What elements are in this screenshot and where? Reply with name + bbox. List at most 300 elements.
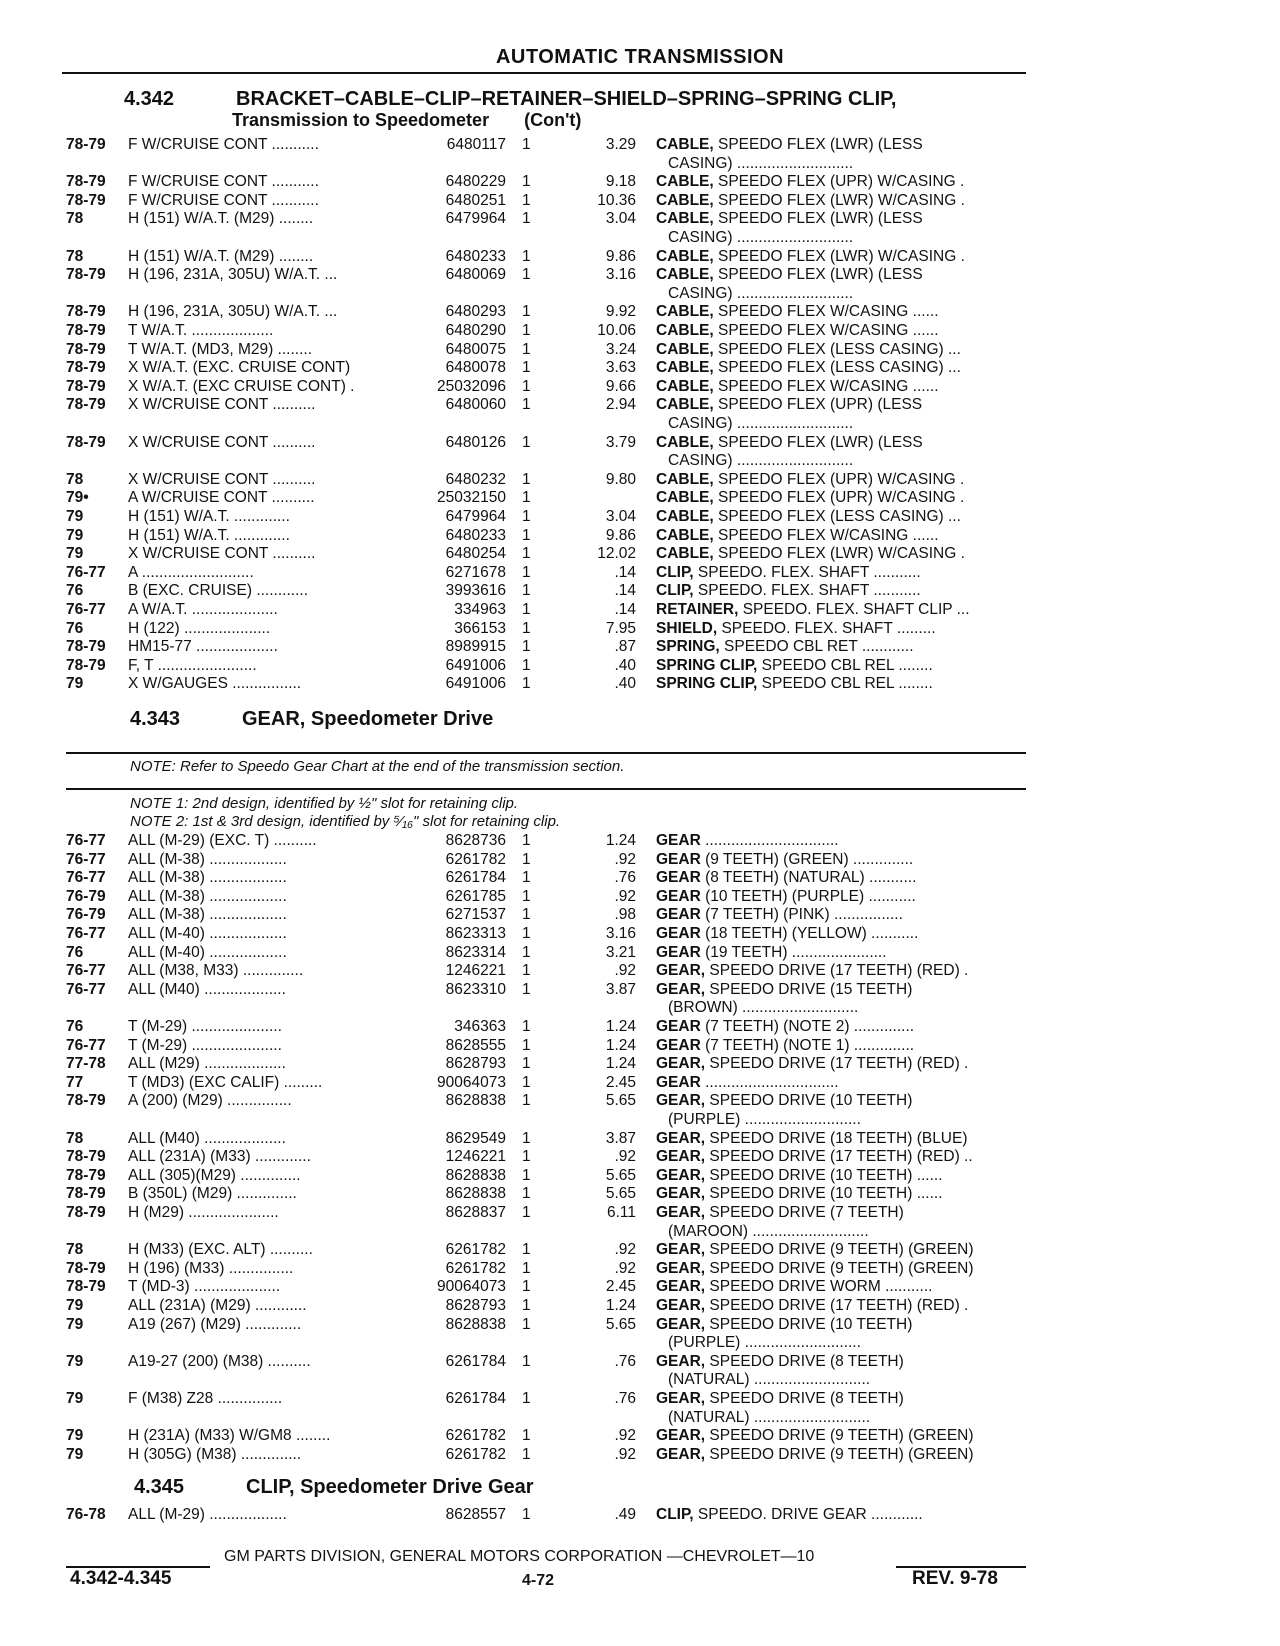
price-cell: 3.04 bbox=[605, 210, 636, 228]
quantity-cell: 1 bbox=[522, 247, 531, 265]
model-cell: H (151) W/A.T. (M29) ........ bbox=[128, 247, 314, 265]
part-row bbox=[0, 638, 1280, 657]
part-number-cell: 346363 bbox=[454, 1018, 506, 1035]
model-cell: A (200) (M29) ............... bbox=[128, 1092, 292, 1110]
quantity-cell: 1 bbox=[522, 906, 531, 924]
part-description: SPEEDO DRIVE (7 TEETH) bbox=[705, 1204, 904, 1221]
section-4343-heading bbox=[130, 708, 493, 731]
description-cell bbox=[656, 136, 1028, 155]
description-cell bbox=[656, 359, 1028, 378]
part-row bbox=[0, 173, 1280, 192]
quantity-cell: 1 bbox=[522, 1036, 531, 1054]
description-cell bbox=[656, 1167, 1028, 1186]
part-description: (PURPLE) ........................... bbox=[668, 1334, 861, 1352]
quantity-cell: 1 bbox=[522, 1185, 531, 1203]
year-cell: 78-79 bbox=[66, 433, 106, 451]
part-description: SPEEDO CBL RET ............ bbox=[719, 638, 914, 656]
year-cell: 78-79 bbox=[66, 266, 106, 284]
part-number-cell: 6261782 bbox=[445, 1427, 506, 1445]
part-number-cell: 8628838 bbox=[445, 1315, 506, 1333]
price-cell: 12.02 bbox=[597, 545, 636, 563]
model-cell: ALL (M40) ................... bbox=[128, 1129, 286, 1147]
model-cell: H (122) .................... bbox=[128, 619, 271, 637]
part-description: CASING) ........................... bbox=[668, 229, 854, 246]
quantity-cell: 1 bbox=[522, 377, 531, 395]
quantity-cell: 1 bbox=[522, 582, 531, 600]
model-cell: T (M-29) ..................... bbox=[128, 1018, 282, 1035]
part-number-cell: 6261784 bbox=[445, 1352, 506, 1370]
description-cell bbox=[656, 322, 1028, 341]
price-cell: .92 bbox=[614, 850, 636, 868]
price-cell: 10.36 bbox=[597, 191, 636, 209]
description-cell bbox=[656, 1148, 1028, 1167]
year-cell: 77-78 bbox=[66, 1055, 106, 1073]
model-cell: A W/A.T. .................... bbox=[128, 601, 278, 618]
price-cell: 3.16 bbox=[605, 925, 636, 942]
part-description: CASING) ........................... bbox=[668, 452, 854, 470]
part-row bbox=[0, 1055, 1280, 1074]
part-name: GEAR bbox=[656, 943, 701, 961]
part-description: CASING) ........................... bbox=[668, 284, 854, 302]
year-cell: 79 bbox=[66, 1315, 84, 1333]
part-description: SPEEDO DRIVE (10 TEETH) ...... bbox=[705, 1185, 943, 1203]
speedo-chart-note: NOTE: Refer to Speedo Gear Chart at the end of the transmission section. bbox=[130, 758, 625, 775]
part-name: GEAR bbox=[656, 887, 701, 905]
year-cell: 78-79 bbox=[66, 1259, 106, 1277]
part-description: (7 TEETH) (NOTE 1) .............. bbox=[700, 1036, 915, 1054]
model-cell: X W/CRUISE CONT .......... bbox=[128, 433, 316, 451]
part-row bbox=[0, 1092, 1280, 1111]
model-cell: X W/GAUGES ................ bbox=[128, 675, 302, 693]
description-cell bbox=[656, 888, 1028, 907]
part-number-cell: 6479964 bbox=[445, 508, 506, 525]
part-name: GEAR, bbox=[656, 1315, 706, 1333]
part-name: GEAR bbox=[656, 850, 701, 868]
model-cell: X W/CRUISE CONT .......... bbox=[128, 470, 316, 488]
quantity-cell: 1 bbox=[522, 1018, 531, 1035]
year-cell: 78-79 bbox=[66, 1166, 106, 1184]
part-row bbox=[0, 1506, 1280, 1525]
year-cell: 78 bbox=[66, 210, 84, 228]
quantity-cell: 1 bbox=[522, 489, 531, 507]
quantity-cell: 1 bbox=[522, 887, 531, 905]
part-description: (10 TEETH) (PURPLE) ........... bbox=[700, 887, 916, 905]
year-cell: 76-77 bbox=[66, 850, 106, 868]
description-cell bbox=[656, 832, 1028, 851]
part-name: CABLE, bbox=[656, 508, 714, 525]
part-description: SPEEDO DRIVE (8 TEETH) bbox=[705, 1390, 904, 1407]
part-row bbox=[0, 657, 1280, 676]
quantity-cell: 1 bbox=[522, 210, 531, 228]
part-row-continuation bbox=[0, 1111, 1280, 1130]
part-description: SPEEDO FLEX (LESS CASING) ... bbox=[713, 508, 961, 525]
part-row bbox=[0, 1241, 1280, 1260]
quantity-cell: 1 bbox=[522, 1445, 531, 1463]
quantity-cell: 1 bbox=[522, 340, 531, 358]
section-number: 4.345 bbox=[134, 1476, 185, 1498]
part-row-continuation bbox=[0, 1334, 1280, 1353]
description-cell bbox=[656, 1185, 1028, 1204]
description-cell bbox=[656, 303, 1028, 322]
model-cell: ALL (M40) ................... bbox=[128, 980, 286, 998]
section-title: CLIP, Speedometer Drive Gear bbox=[246, 1476, 534, 1498]
description-cell bbox=[668, 1409, 1040, 1428]
part-description: (MAROON) ........................... bbox=[668, 1222, 869, 1240]
year-cell: 79 bbox=[66, 1352, 84, 1370]
part-description: SPEEDO FLEX (UPR) (LESS bbox=[713, 396, 923, 414]
model-cell: ALL (M-38) .................. bbox=[128, 850, 287, 868]
year-cell: 79 bbox=[66, 508, 84, 525]
part-row bbox=[0, 434, 1280, 453]
description-cell bbox=[656, 564, 1028, 583]
model-cell: A W/CRUISE CONT .......... bbox=[128, 489, 315, 507]
part-name: GEAR, bbox=[656, 1148, 706, 1166]
part-name: GEAR, bbox=[656, 962, 706, 980]
price-cell: 1.24 bbox=[605, 1036, 636, 1054]
part-row bbox=[0, 1427, 1280, 1446]
quantity-cell: 1 bbox=[522, 832, 531, 849]
quantity-cell: 1 bbox=[522, 1148, 531, 1166]
part-row-continuation bbox=[0, 1223, 1280, 1242]
part-description: SPEEDO FLEX (LWR) W/CASING . bbox=[713, 247, 965, 265]
part-name: GEAR bbox=[656, 832, 701, 849]
description-cell bbox=[656, 434, 1028, 453]
description-cell bbox=[656, 396, 1028, 415]
year-cell: 76 bbox=[66, 619, 84, 637]
part-name: SPRING CLIP, bbox=[656, 675, 758, 693]
part-number-cell: 6480251 bbox=[445, 191, 506, 209]
price-cell: .14 bbox=[614, 563, 636, 581]
price-cell: 1.24 bbox=[605, 832, 636, 849]
part-number-cell: 6480232 bbox=[445, 470, 506, 488]
part-number-cell: 6261784 bbox=[445, 869, 506, 887]
part-description: SPEEDO DRIVE (10 TEETH) bbox=[705, 1315, 913, 1333]
part-name: CABLE, bbox=[656, 396, 714, 414]
part-row bbox=[0, 620, 1280, 639]
description-cell bbox=[668, 415, 1040, 434]
quantity-cell: 1 bbox=[522, 638, 531, 656]
price-cell: .92 bbox=[614, 1259, 636, 1277]
part-number-cell: 8623314 bbox=[445, 943, 506, 961]
description-cell bbox=[656, 1297, 1028, 1316]
year-cell: 76-77 bbox=[66, 1036, 106, 1054]
description-cell bbox=[656, 620, 1028, 639]
description-cell bbox=[656, 1427, 1028, 1446]
part-number-cell: 6261782 bbox=[445, 850, 506, 868]
part-row bbox=[0, 582, 1280, 601]
quantity-cell: 1 bbox=[522, 526, 531, 544]
description-cell bbox=[656, 1506, 1028, 1525]
part-number-cell: 8628793 bbox=[445, 1297, 506, 1314]
quantity-cell: 1 bbox=[522, 619, 531, 637]
part-name: CABLE, bbox=[656, 173, 714, 191]
part-description: SPEEDO CBL REL ........ bbox=[757, 656, 933, 674]
model-cell: F W/CRUISE CONT ........... bbox=[128, 136, 319, 153]
part-row bbox=[0, 1204, 1280, 1223]
year-cell: 76-77 bbox=[66, 925, 106, 942]
quantity-cell: 1 bbox=[522, 1297, 531, 1314]
description-cell bbox=[668, 155, 1040, 174]
part-number-cell: 6480229 bbox=[445, 173, 506, 191]
price-cell: .76 bbox=[614, 869, 636, 887]
part-row bbox=[0, 266, 1280, 285]
part-description: SPEEDO DRIVE (9 TEETH) (GREEN) bbox=[705, 1445, 974, 1463]
part-number-cell: 6261784 bbox=[445, 1390, 506, 1407]
part-number-cell: 6491006 bbox=[445, 675, 506, 693]
description-cell bbox=[656, 192, 1028, 211]
part-number-cell: 90064073 bbox=[437, 1073, 506, 1091]
year-cell: 78-79 bbox=[66, 377, 106, 395]
year-cell: 78-79 bbox=[66, 359, 106, 377]
part-description: SPEEDO. FLEX. SHAFT CLIP ... bbox=[738, 601, 970, 618]
part-row-continuation bbox=[0, 1409, 1280, 1428]
year-cell: 76-77 bbox=[66, 563, 106, 581]
model-cell: H (196, 231A, 305U) W/A.T. ... bbox=[128, 303, 338, 321]
description-cell bbox=[656, 869, 1028, 888]
year-cell: 78-79 bbox=[66, 638, 106, 656]
price-cell: 3.79 bbox=[605, 433, 636, 451]
quantity-cell: 1 bbox=[522, 191, 531, 209]
description-cell bbox=[656, 675, 1028, 694]
part-number-cell: 8628736 bbox=[445, 832, 506, 849]
price-cell: .92 bbox=[614, 1241, 636, 1259]
model-cell: H (196, 231A, 305U) W/A.T. ... bbox=[128, 266, 338, 284]
part-number-cell: 8623313 bbox=[445, 925, 506, 942]
description-cell bbox=[656, 601, 1028, 620]
part-row-continuation bbox=[0, 285, 1280, 304]
part-name: GEAR, bbox=[656, 1352, 706, 1370]
part-name: GEAR, bbox=[656, 1185, 706, 1203]
model-cell: F W/CRUISE CONT ........... bbox=[128, 173, 319, 191]
year-cell: 76-78 bbox=[66, 1506, 106, 1523]
quantity-cell: 1 bbox=[522, 1073, 531, 1091]
description-cell bbox=[656, 1092, 1028, 1111]
part-description: SPEEDO FLEX (LWR) (LESS bbox=[713, 210, 923, 228]
note-rule-bottom bbox=[66, 788, 1026, 790]
note-rule-top bbox=[66, 752, 1026, 754]
quantity-cell: 1 bbox=[522, 1166, 531, 1184]
quantity-cell: 1 bbox=[522, 601, 531, 618]
price-cell: 2.45 bbox=[605, 1073, 636, 1091]
part-description: SPEEDO. FLEX. SHAFT ......... bbox=[717, 619, 936, 637]
part-number-cell: 6480290 bbox=[445, 322, 506, 339]
part-row bbox=[0, 944, 1280, 963]
description-cell bbox=[668, 1334, 1040, 1353]
part-row bbox=[0, 508, 1280, 527]
year-cell: 78-79 bbox=[66, 173, 106, 191]
part-description: (7 TEETH) (NOTE 2) .............. bbox=[700, 1018, 915, 1035]
part-number-cell: 8628555 bbox=[445, 1036, 506, 1054]
year-cell: 76-79 bbox=[66, 906, 106, 924]
part-name: CABLE, bbox=[656, 377, 714, 395]
price-cell: 3.16 bbox=[605, 266, 636, 284]
price-cell: 3.21 bbox=[605, 943, 636, 961]
part-row bbox=[0, 489, 1280, 508]
price-cell: 3.24 bbox=[605, 340, 636, 358]
part-description: SPEEDO. DRIVE GEAR ............ bbox=[693, 1506, 923, 1523]
quantity-cell: 1 bbox=[522, 980, 531, 998]
year-cell: 79 bbox=[66, 1390, 84, 1407]
model-cell: H (M29) ..................... bbox=[128, 1204, 279, 1221]
description-cell bbox=[668, 999, 1040, 1018]
part-row bbox=[0, 396, 1280, 415]
part-row bbox=[0, 675, 1280, 694]
year-cell: 78 bbox=[66, 470, 84, 488]
part-row-continuation bbox=[0, 155, 1280, 174]
section-title: GEAR, Speedometer Drive bbox=[242, 708, 494, 730]
part-name: CABLE, bbox=[656, 266, 714, 284]
model-cell: F (M38) Z28 ............... bbox=[128, 1390, 283, 1407]
quantity-cell: 1 bbox=[522, 656, 531, 674]
section-4345-heading bbox=[134, 1476, 534, 1499]
price-cell: .49 bbox=[614, 1506, 636, 1523]
part-number-cell: 6479964 bbox=[445, 210, 506, 228]
part-description: SPEEDO DRIVE (9 TEETH) (GREEN) bbox=[705, 1259, 974, 1277]
price-cell: .92 bbox=[614, 1148, 636, 1166]
model-cell: T (MD-3) .................... bbox=[128, 1278, 281, 1296]
price-cell: .92 bbox=[614, 1427, 636, 1445]
part-name: GEAR, bbox=[656, 1241, 706, 1259]
description-cell bbox=[656, 1074, 1028, 1093]
model-cell: H (305G) (M38) .............. bbox=[128, 1445, 302, 1463]
year-cell: 78 bbox=[66, 1241, 84, 1259]
part-number-cell: 8628838 bbox=[445, 1092, 506, 1110]
quantity-cell: 1 bbox=[522, 1390, 531, 1407]
part-description: SPEEDO. FLEX. SHAFT ........... bbox=[693, 582, 921, 600]
part-name: GEAR, bbox=[656, 980, 706, 998]
part-number-cell: 6261785 bbox=[445, 887, 506, 905]
year-cell: 78-79 bbox=[66, 656, 106, 674]
year-cell: 76 bbox=[66, 582, 84, 600]
part-description: ............................... bbox=[700, 832, 839, 849]
part-row bbox=[0, 601, 1280, 620]
part-description: CASING) ........................... bbox=[668, 154, 854, 172]
description-cell bbox=[668, 229, 1040, 248]
description-cell bbox=[656, 925, 1028, 944]
part-number-cell: 90064073 bbox=[437, 1278, 506, 1296]
part-description: SPEEDO DRIVE (15 TEETH) bbox=[705, 980, 913, 998]
part-description: SPEEDO FLEX W/CASING ...... bbox=[713, 322, 939, 339]
model-cell: ALL (305)(M29) .............. bbox=[128, 1166, 301, 1184]
part-number-cell: 8628838 bbox=[445, 1185, 506, 1203]
price-cell: 9.92 bbox=[605, 303, 636, 321]
price-cell: .14 bbox=[614, 582, 636, 600]
price-cell: .92 bbox=[614, 887, 636, 905]
price-cell: 5.65 bbox=[605, 1185, 636, 1203]
part-row bbox=[0, 925, 1280, 944]
part-name: GEAR, bbox=[656, 1445, 706, 1463]
year-cell: 79 bbox=[66, 1427, 84, 1445]
footer-section-range: 4.342-4.345 bbox=[70, 1568, 172, 1589]
part-name: CABLE, bbox=[656, 191, 714, 209]
description-cell bbox=[656, 1353, 1028, 1372]
part-name: GEAR, bbox=[656, 1259, 706, 1277]
part-description: SPEEDO FLEX (LWR) (LESS bbox=[713, 136, 923, 153]
part-number-cell: 8989915 bbox=[445, 638, 506, 656]
price-cell: .14 bbox=[614, 601, 636, 618]
footer-division: GM PARTS DIVISION, GENERAL MOTORS CORPORATION —CHEVROLET—10 bbox=[224, 1548, 815, 1565]
part-number-cell: 6261782 bbox=[445, 1259, 506, 1277]
part-row bbox=[0, 136, 1280, 155]
model-cell: H (151) W/A.T. (M29) ........ bbox=[128, 210, 314, 228]
year-cell: 76-77 bbox=[66, 832, 106, 849]
part-description: (7 TEETH) (PINK) ................ bbox=[700, 906, 903, 924]
model-cell: F W/CRUISE CONT ........... bbox=[128, 191, 319, 209]
year-cell: 78 bbox=[66, 1129, 84, 1147]
model-cell: ALL (231A) (M33) ............. bbox=[128, 1148, 311, 1166]
price-cell: 9.86 bbox=[605, 247, 636, 265]
description-cell bbox=[668, 452, 1040, 471]
part-name: CABLE, bbox=[656, 340, 714, 358]
part-description: SPEEDO FLEX (LWR) W/CASING . bbox=[713, 191, 965, 209]
quantity-cell: 1 bbox=[522, 925, 531, 942]
model-cell: H (231A) (M33) W/GM8 ........ bbox=[128, 1427, 331, 1445]
year-cell: 76 bbox=[66, 943, 84, 961]
part-name: GEAR, bbox=[656, 1166, 706, 1184]
quantity-cell: 1 bbox=[522, 303, 531, 321]
part-row-continuation bbox=[0, 999, 1280, 1018]
quantity-cell: 1 bbox=[522, 563, 531, 581]
description-cell bbox=[656, 1130, 1028, 1149]
part-number-cell: 6480078 bbox=[445, 359, 506, 377]
description-cell bbox=[656, 851, 1028, 870]
model-cell: B (EXC. CRUISE) ............ bbox=[128, 582, 308, 600]
part-row bbox=[0, 1353, 1280, 1372]
description-cell bbox=[656, 906, 1028, 925]
model-cell: X W/CRUISE CONT .......... bbox=[128, 545, 316, 563]
year-cell: 78-79 bbox=[66, 1278, 106, 1296]
part-row bbox=[0, 981, 1280, 1000]
part-number-cell: 8628793 bbox=[445, 1055, 506, 1073]
section-subtitle: Transmission to Speedometer bbox=[232, 110, 490, 130]
model-cell: ALL (M38, M33) .............. bbox=[128, 962, 304, 980]
part-name: SPRING, bbox=[656, 638, 720, 656]
part-name: GEAR, bbox=[656, 1390, 706, 1407]
price-cell: 2.94 bbox=[605, 396, 636, 414]
description-cell bbox=[656, 1055, 1028, 1074]
quantity-cell: 1 bbox=[522, 1055, 531, 1073]
price-cell: .87 bbox=[614, 638, 636, 656]
description-cell bbox=[668, 1371, 1040, 1390]
description-cell bbox=[656, 657, 1028, 676]
model-cell: T W/A.T. (MD3, M29) ........ bbox=[128, 340, 313, 358]
part-description: SPEEDO FLEX W/CASING ...... bbox=[713, 377, 939, 395]
part-name: GEAR bbox=[656, 1073, 701, 1091]
description-cell bbox=[656, 508, 1028, 527]
quantity-cell: 1 bbox=[522, 322, 531, 339]
description-cell bbox=[656, 545, 1028, 564]
price-cell: 3.63 bbox=[605, 359, 636, 377]
year-cell: 78-79 bbox=[66, 340, 106, 358]
quantity-cell: 1 bbox=[522, 136, 531, 153]
part-number-cell: 6491006 bbox=[445, 656, 506, 674]
price-cell: 5.65 bbox=[605, 1315, 636, 1333]
description-cell bbox=[656, 378, 1028, 397]
description-cell bbox=[656, 527, 1028, 546]
model-cell: ALL (M-29) .................. bbox=[128, 1506, 287, 1523]
part-name: CABLE, bbox=[656, 136, 714, 153]
description-cell bbox=[656, 1278, 1028, 1297]
part-description: CASING) ........................... bbox=[668, 415, 854, 432]
part-description: SPEEDO FLEX (LESS CASING) ... bbox=[713, 359, 961, 377]
quantity-cell: 1 bbox=[522, 1278, 531, 1296]
part-name: GEAR, bbox=[656, 1278, 706, 1296]
quantity-cell: 1 bbox=[522, 1259, 531, 1277]
year-cell: 78-79 bbox=[66, 1092, 106, 1110]
quantity-cell: 1 bbox=[522, 1092, 531, 1110]
part-name: SHIELD, bbox=[656, 619, 718, 637]
quantity-cell: 1 bbox=[522, 1315, 531, 1333]
